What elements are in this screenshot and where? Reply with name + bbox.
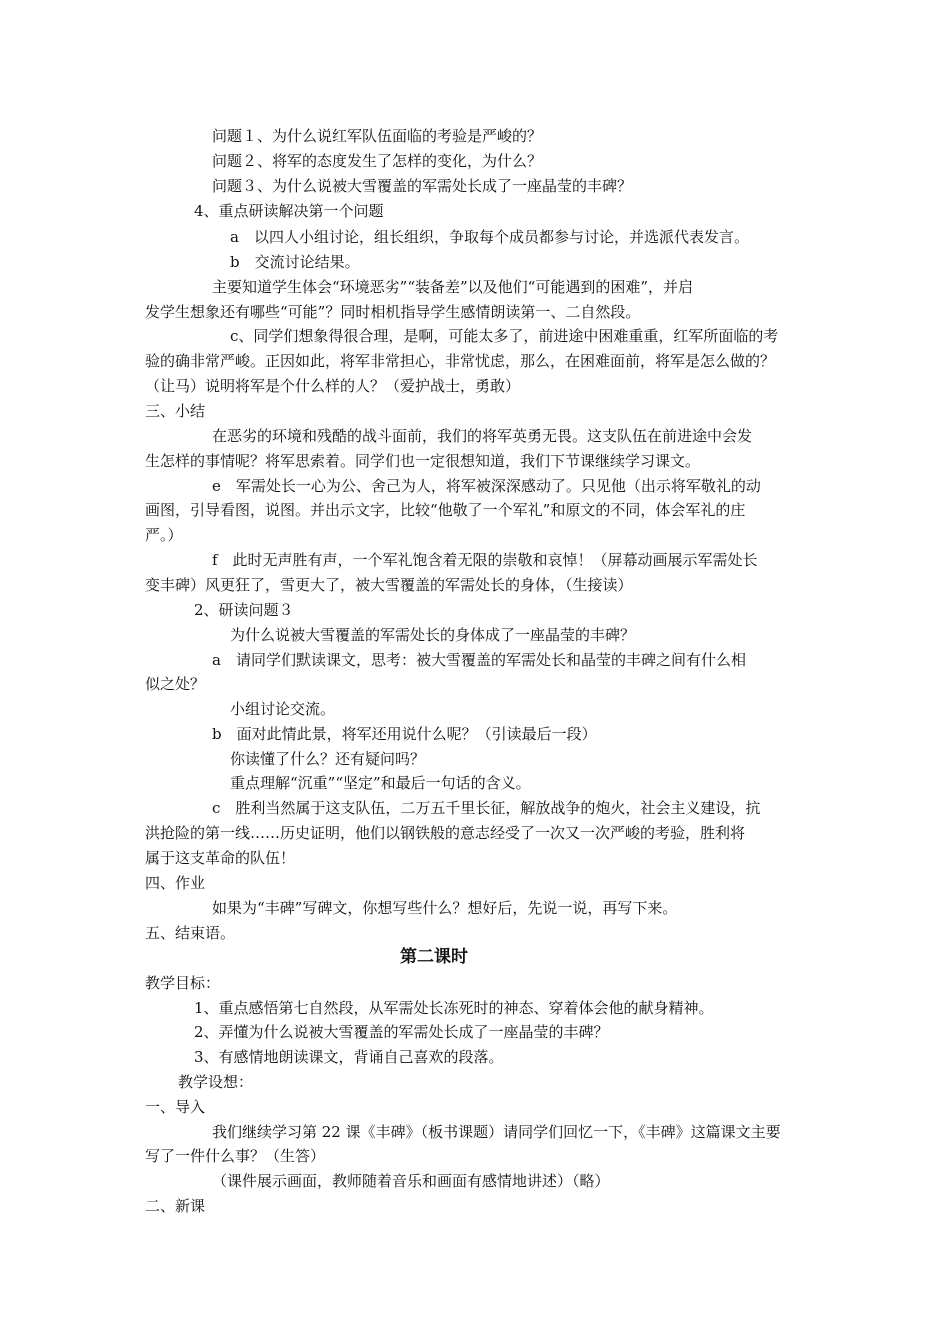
section-heading-new-lesson: 二、新课: [145, 1197, 206, 1215]
step-a: a 以四人小组讨论，组长组织，争取每个成员都参与讨论，并选派代表发言。: [230, 228, 749, 246]
paragraph-line: 你读懂了什么？还有疑问吗？: [230, 750, 426, 768]
paragraph-line: 我们继续学习第 22 课《丰碑》（板书课题）请同学们回忆一下，《丰碑》这篇课文主要: [212, 1123, 781, 1141]
question-3: 问题３、为什么说被大雪覆盖的军需处长成了一座晶莹的丰碑？: [212, 177, 633, 195]
step-2-heading: 2、研读问题３: [194, 601, 294, 619]
objectives-heading: 教学目标：: [145, 974, 221, 992]
question-2: 问题２、将军的态度发生了怎样的变化，为什么？: [212, 152, 543, 170]
step-4-heading: 4、重点研读解决第一个问题: [194, 202, 384, 220]
paragraph-line: 洪抢险的第一线……历史证明，他们以钢铁般的意志经受了一次又一次严峻的考验，胜利将: [145, 824, 746, 842]
section-heading-summary: 三、小结: [145, 402, 206, 420]
paragraph-line: 属于这支革命的队伍！: [145, 849, 296, 867]
paragraph-line: 写了一件什么事？（生答）: [145, 1147, 326, 1165]
paragraph-line: 为什么说被大雪覆盖的军需处长的身体成了一座晶莹的丰碑？: [230, 626, 636, 644]
paragraph-line: 主要知道学生体会“环境恶劣”“装备差”以及他们“可能遇到的困难”，并启: [212, 278, 694, 296]
paragraph-line: 生怎样的事情呢？将军思索着。同学们也一定很想知道，我们下节课继续学习课文。: [145, 452, 701, 470]
paragraph-line: 在恶劣的环境和残酷的战斗面前，我们的将军英勇无畏。这支队伍在前进途中会发: [212, 427, 753, 445]
paragraph-line: 画图，引导看图，说图。并出示文字，比较“他敬了一个军礼”和原文的不同，体会军礼的庄: [145, 501, 746, 519]
step-b: b 交流讨论结果。: [230, 253, 360, 271]
section-heading-homework: 四、作业: [145, 874, 206, 892]
paragraph-line: a 请同学们默读课文，思考：被大雪覆盖的军需处长和晶莹的丰碑之间有什么相: [212, 651, 746, 669]
paragraph-line: f 此时无声胜有声，一个军礼饱含着无限的崇敬和哀悼！（屏幕动画展示军需处长: [212, 551, 758, 569]
paragraph-line: 小组讨论交流。: [230, 700, 336, 718]
paragraph-line: b 面对此情此景，将军还用说什么呢？（引读最后一段）: [212, 725, 597, 743]
paragraph-line: 验的确非常严峻。正因如此，将军非常担心，非常忧虑，那么，在困难面前，将军是怎么做的？: [145, 352, 776, 370]
paragraph-line: c 胜利当然属于这支队伍，二万五千里长征，解放战争的炮火，社会主义建设，抗: [212, 799, 761, 817]
plan-heading: 教学设想：: [178, 1073, 254, 1091]
paragraph-line: 变丰碑）风更狂了，雪更大了，被大雪覆盖的军需处长的身体，（生接读）: [145, 576, 633, 594]
paragraph-line: 严。）: [145, 526, 183, 544]
paragraph-line: （让马）说明将军是个什么样的人？（爱护战士，勇敢）: [145, 377, 521, 395]
paragraph-line: 发学生想象还有哪些“可能”？同时相机指导学生感情朗读第一、二自然段。: [145, 303, 641, 321]
paragraph-line: e 军需处长一心为公、舍己为人，将军被深深感动了。只见他（出示将军敬礼的动: [212, 477, 761, 495]
paragraph-line: （课件展示画面，教师随着音乐和画面有感情地讲述）（略）: [212, 1172, 610, 1190]
question-1: 问题１、为什么说红军队伍面临的考验是严峻的？: [212, 127, 543, 145]
paragraph-line: 似之处？: [145, 675, 206, 693]
section-heading-closing: 五、结束语。: [145, 924, 236, 942]
objective-3: 3、有感情地朗读课文，背诵自己喜欢的段落。: [194, 1048, 504, 1066]
lesson-title: 第二课时: [400, 947, 468, 967]
section-heading-intro: 一、导入: [145, 1098, 206, 1116]
objective-2: 2、弄懂为什么说被大雪覆盖的军需处长成了一座晶莹的丰碑？: [194, 1023, 609, 1041]
paragraph-line: c、同学们想象得很合理，是啊，可能太多了，前进途中困难重重，红军所面临的考: [230, 327, 779, 345]
paragraph-line: 重点理解“沉重”“坚定”和最后一句话的含义。: [230, 774, 531, 792]
objective-1: 1、重点感悟第七自然段，从军需处长冻死时的神态、穿着体会他的献身精神。: [194, 999, 714, 1017]
paragraph-line: 如果为“丰碑”写碑文，你想写些什么？想好后，先说一说，再写下来。: [212, 899, 678, 917]
